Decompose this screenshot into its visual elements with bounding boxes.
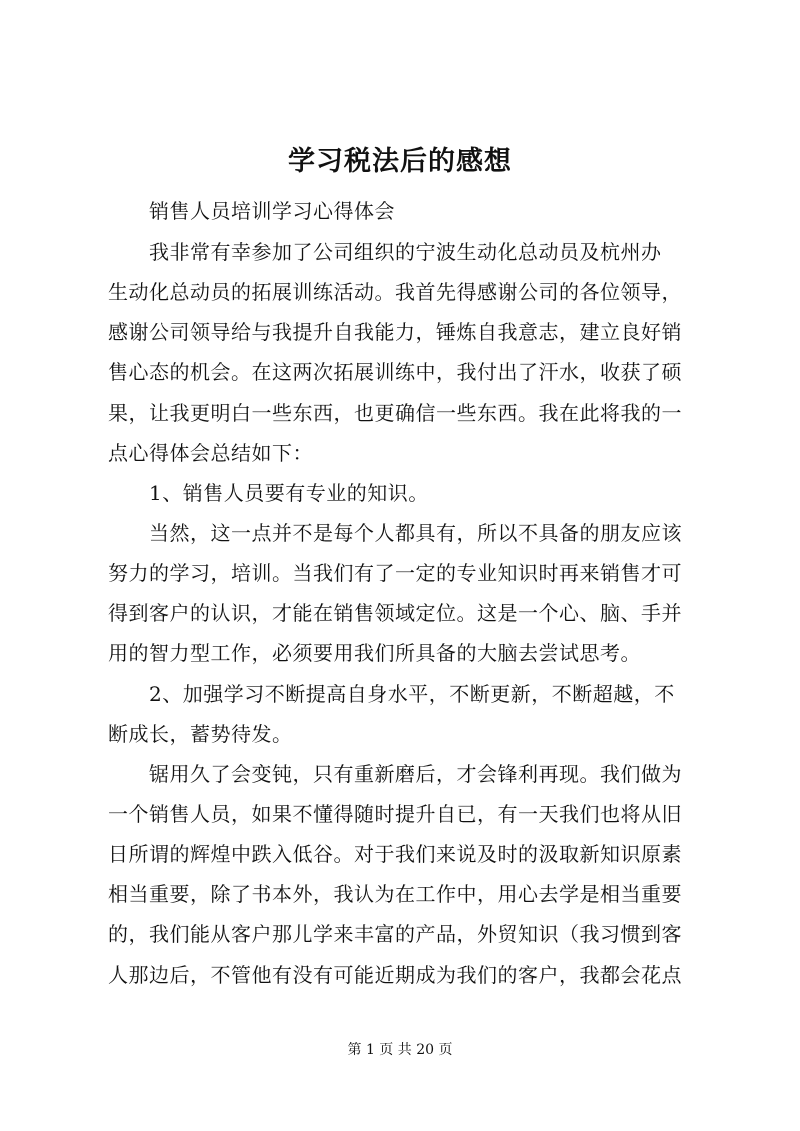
text-line: 相当重要，除了书本外，我认为在工作中，用心去学是相当重要 <box>108 882 682 906</box>
text-line: 当然，这一点并不是每个人都具有，所以不具备的朋友应该 <box>108 521 682 545</box>
text-line: 销售人员培训学习心得体会 <box>108 199 395 223</box>
text-line: 售心态的机会。在这两次拓展训练中，我付出了汗水，收获了硕 <box>108 360 682 384</box>
text-line: 用的智力型工作，必须要用我们所具备的大脑去尝试思考。 <box>108 641 641 665</box>
text-line: 得到客户的认识，才能在销售领域定位。这是一个心、脑、手并 <box>108 601 682 625</box>
text-line: 人那边后，不管他有没有可能近期成为我们的客户，我都会花点 <box>108 963 682 987</box>
text-line: 断成长，蓄势待发。 <box>108 722 293 746</box>
text-line: 2、加强学习不断提高自身水平，不断更新，不断超越，不 <box>108 682 675 706</box>
text-line: 的，我们能从客户那儿学来丰富的产品，外贸知识（我习惯到客 <box>108 922 682 946</box>
text-line: 点心得体会总结如下： <box>108 441 313 465</box>
page-footer: 第 1 页 共 20 页 <box>347 1042 453 1058</box>
text-line: 1、销售人员要有专业的知识。 <box>108 481 429 505</box>
document-title: 学习税法后的感想 <box>288 146 512 177</box>
text-line: 日所谓的辉煌中跌入低谷。对于我们来说及时的汲取新知识原素 <box>108 842 682 866</box>
text-line: 果，让我更明白一些东西，也更确信一些东西。我在此将我的一 <box>108 401 682 425</box>
text-line: 生动化总动员的拓展训练活动。我首先得感谢公司的各位领导， <box>108 280 682 304</box>
text-line: 感谢公司领导给与我提升自我能力，锤炼自我意志，建立良好销 <box>108 320 682 344</box>
text-line: 一个销售人员，如果不懂得随时提升自已，有一天我们也将从旧 <box>108 802 682 826</box>
text-line: 我非常有幸参加了公司组织的宁波生动化总动员及杭州办 <box>108 240 662 264</box>
text-line: 锯用久了会变钝，只有重新磨后，才会锋利再现。我们做为 <box>108 762 682 786</box>
text-line: 努力的学习，培训。当我们有了一定的专业知识时再来销售才可 <box>108 561 682 585</box>
